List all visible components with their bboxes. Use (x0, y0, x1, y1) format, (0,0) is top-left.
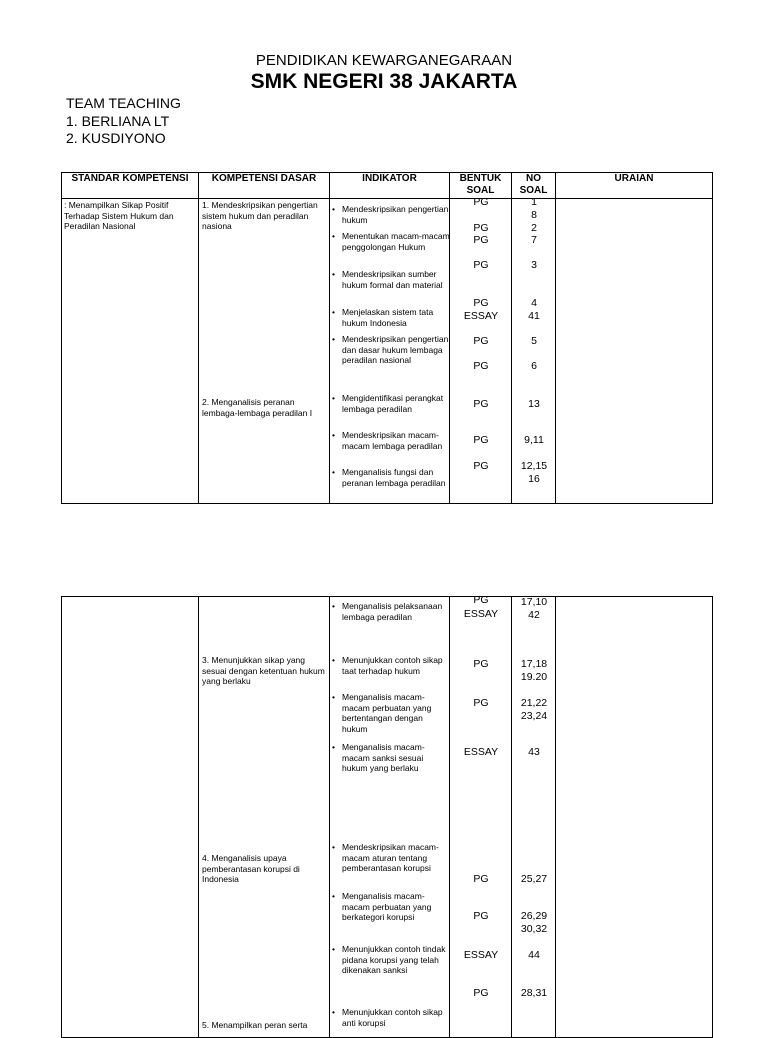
indicator-item: • Mengidentifikasi perangkat lembaga peradilan (332, 393, 444, 414)
bentuk-value: PG (473, 987, 489, 999)
nomor-value: 43 (528, 746, 540, 758)
kompetensi-dasar-cell (199, 199, 330, 504)
bullet-icon: • (332, 393, 335, 403)
nomor-value: 19.20 (520, 671, 548, 683)
indicator-item: • Mendeskripsikan sumber hukum formal dan material (332, 269, 443, 290)
indicator-item: • Mendeskripsikan macam-macam aturan tentang pemberantasan korupsi (332, 842, 439, 873)
standar-kompetensi-text: : Menampilkan Sikap Positif Terhadap Sistem Hukum dan Peradilan Nasional (64, 200, 174, 231)
indicator-item: • Menganalisis pelaksanaan lembaga peradilan (332, 601, 443, 622)
standar-kompetensi-cell (62, 597, 199, 1038)
bentuk-value: PG (473, 297, 489, 309)
bentuk-value: PG (473, 873, 489, 885)
indicator-item: • Menunjukkan contoh sikap anti korupsi (332, 1007, 443, 1028)
nomor-value: 26,29 (520, 910, 548, 922)
nomor-value: 12,15 (520, 460, 548, 472)
team-member: 2. KUSDIYONO (66, 130, 166, 146)
bentuk-value: ESSAY (463, 310, 499, 322)
bullet-icon: • (332, 269, 335, 279)
bullet-icon: • (332, 307, 335, 317)
bullet-icon: • (332, 231, 335, 241)
no-soal-cell (512, 196, 556, 504)
indicator-item: • Menunjukkan contoh tindak pidana korupsi yang telah dikenakan sanksi (332, 944, 446, 975)
assessment-grid-table-1 (61, 172, 713, 504)
indicator-item: • Mendeskripsikan macam-macam lembaga peradilan (332, 430, 443, 451)
bentuk-value: PG (473, 259, 489, 271)
nomor-value: 17,18 (520, 658, 548, 670)
indicator-item: • Mendeskripsikan pengertian hukum (332, 204, 449, 225)
team-title: TEAM TEACHING (66, 95, 181, 111)
assessment-grid-table-2 (61, 596, 713, 1038)
nomor-value: 25,27 (520, 873, 548, 885)
uraian-cell (556, 597, 713, 1038)
nomor-value: 30,32 (520, 923, 548, 935)
nomor-value: 6 (531, 360, 537, 372)
bullet-icon: • (332, 467, 335, 477)
indicator-item: • Menganalisis macam-macam perbuatan yang bertentangan dengan hukum (332, 692, 432, 734)
no-soal-cell (512, 597, 556, 1038)
bentuk-value: PG (473, 697, 489, 709)
nomor-value: 7 (531, 234, 537, 246)
nomor-value: 16 (528, 473, 540, 485)
column-header: URAIAN (556, 173, 713, 199)
column-header: STANDAR KOMPETENSI (62, 173, 199, 199)
indikator-cell (330, 597, 450, 1038)
bentuk-value: PG (473, 398, 489, 410)
nomor-value: 9,11 (524, 434, 544, 446)
nomor-value: 28,31 (520, 987, 548, 999)
nomor-value: 2 (531, 222, 537, 234)
kompetensi-dasar-text: 4. Menganalisis upaya pemberantasan korupsi di Indonesia (202, 853, 300, 884)
kompetensi-dasar-text: 5. Menampilkan peran serta (202, 1020, 308, 1030)
bullet-icon: • (332, 204, 335, 214)
bentuk-value: PG (473, 234, 489, 246)
column-header: INDIKATOR (330, 173, 450, 199)
standar-kompetensi-cell (62, 199, 199, 504)
nomor-value: 4 (531, 297, 537, 309)
bullet-icon: • (332, 430, 335, 440)
indicator-item: • Menganalisis macam-macam perbuatan yang berkategori korupsi (332, 891, 432, 922)
indicator-item: • Menentukan macam-macam penggolongan Hukum (332, 231, 450, 252)
nomor-value: 44 (528, 949, 540, 961)
column-header: NO SOAL (512, 173, 556, 199)
column-header: KOMPETENSI DASAR (199, 173, 330, 199)
bentuk-soal-cell (450, 594, 512, 1038)
kompetensi-dasar-text: 1. Mendeskripsikan pengertian sistem hukum dan peradilan nasiona (202, 200, 318, 231)
bentuk-value: PG (473, 658, 489, 670)
nomor-value: 8 (531, 209, 537, 221)
table-row (62, 199, 713, 504)
bentuk-value: PG (473, 460, 489, 472)
nomor-value: 41 (528, 310, 540, 322)
bullet-icon: • (332, 944, 335, 954)
bentuk-value: PG (473, 335, 489, 347)
bullet-icon: • (332, 601, 335, 611)
bentuk-value: PG (473, 360, 489, 372)
bentuk-value: ESSAY (463, 608, 499, 620)
subject-title: PENDIDIKAN KEWARGANEGARAAN (255, 52, 513, 69)
bentuk-value: PG (473, 196, 489, 208)
kompetensi-dasar-text: 2. Menganalisis peranan lembaga-lembaga peradilan I (202, 397, 313, 418)
kompetensi-dasar-cell (199, 597, 330, 1038)
bentuk-value: PG (473, 434, 489, 446)
bentuk-value: ESSAY (463, 949, 499, 961)
bentuk-soal-cell (450, 196, 512, 504)
indicator-item: • Menganalisis fungsi dan peranan lembaga peradilan (332, 467, 446, 488)
nomor-value: 17,10 (520, 596, 548, 608)
bullet-icon: • (332, 334, 335, 344)
bentuk-value: PG (473, 910, 489, 922)
column-header: BENTUK SOAL (450, 173, 512, 199)
table-row (62, 597, 713, 1038)
team-member: 1. BERLIANA LT (66, 112, 170, 129)
bentuk-value: ESSAY (463, 746, 499, 758)
indicator-item: • Menganalisis macam-macam sanksi sesuai hukum yang berlaku (332, 742, 425, 773)
bullet-icon: • (332, 842, 335, 852)
nomor-value: 21,22 (520, 697, 548, 709)
school-title: SMK NEGERI 38 JAKARTA (250, 70, 518, 93)
team-block (66, 95, 181, 148)
bentuk-value: PG (473, 594, 489, 606)
indicator-item: • Menjelaskan sistem tata hukum Indonesia (332, 307, 434, 328)
bullet-icon: • (332, 692, 335, 702)
nomor-value: 1 (531, 196, 537, 208)
bentuk-value: PG (473, 222, 489, 234)
nomor-value: 13 (528, 398, 540, 410)
nomor-value: 23,24 (520, 710, 548, 722)
bullet-icon: • (332, 1007, 335, 1017)
kompetensi-dasar-text: 3. Menunjukkan sikap yang sesuai dengan ketentuan hukum yang berlaku (202, 655, 325, 686)
uraian-cell (556, 199, 713, 504)
bullet-icon: • (332, 655, 335, 665)
nomor-value: 42 (528, 609, 540, 621)
nomor-value: 3 (531, 259, 537, 271)
indikator-cell (330, 199, 450, 504)
table-header-row (62, 173, 713, 199)
nomor-value: 5 (531, 335, 537, 347)
indicator-item: • Menunjukkan contoh sikap taat terhadap hukum (332, 655, 443, 676)
indicator-item: • Mendeskripsikan pengertian dan dasar hukum lembaga peradilan nasional (332, 334, 449, 365)
bullet-icon: • (332, 891, 335, 901)
bullet-icon: • (332, 742, 335, 752)
